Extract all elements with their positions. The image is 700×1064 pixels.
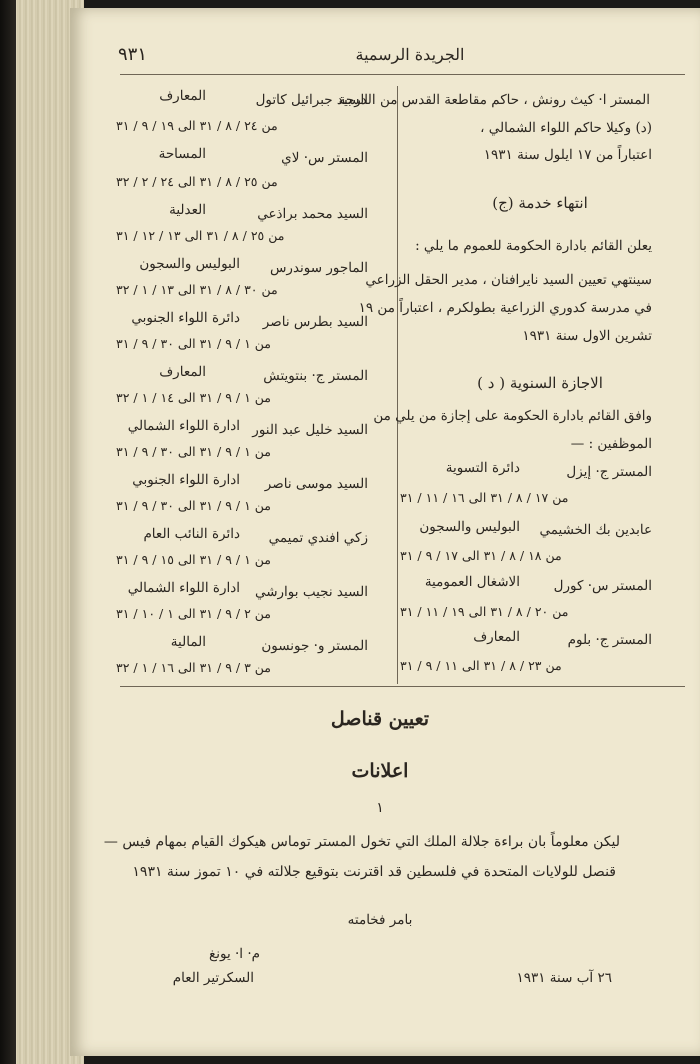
announcement-line: يعلن القائم بادارة الحكومة للعموم ما يلي : (415, 238, 652, 254)
notice-body-line-1: ليكن معلوماً بان براءة جلالة الملك التي تخول المستر توماس هيكوك القيام بمهام فيس — (103, 834, 620, 850)
leave-entry-dept: ادارة اللواء الجنوبي (132, 472, 240, 488)
section-d-title: ( د ) الاجازة السنوية (477, 374, 603, 392)
leave-entry-name: السيد جبرائيل كاتول (255, 92, 368, 108)
item-number: ١ (376, 800, 384, 816)
leave-entry-dates: من ٢٥ / ٨ / ٣١ الى ٢٤ / ٢ / ٣٢ (116, 174, 278, 189)
leave-entry-dates: من ١ / ٩ / ٣١ الى ٣٠ / ٩ / ٣١ (116, 444, 271, 459)
columns-bottom-rule (120, 686, 685, 687)
leave-intro-line-1: وافق القائم بادارة الحكومة على إجازة من يلي من (373, 408, 652, 424)
leave-entry-name: المستر ج· إيزل (566, 464, 652, 480)
leave-entry-dates: من ١٧ / ٨ / ٣١ الى ١٦ / ١١ / ٣١ (400, 490, 569, 505)
leave-entry-dept: دائرة اللواء الجنوبي (131, 310, 240, 326)
header-rule (120, 74, 685, 75)
leave-entry-dept: دائرة النائب العام (143, 526, 240, 542)
leave-entry-name: المستر س· لاي (281, 150, 368, 166)
appointment-text-line-2: (د) وكيلا حاكم اللواء الشمالي ، (480, 120, 652, 136)
leave-entry-dates: من ٣٠ / ٨ / ٣١ الى ١٣ / ١ / ٣٢ (116, 282, 278, 297)
appointment-text-line-3: اعتباراً من ١٧ ايلول سنة ١٩٣١ (483, 147, 652, 163)
notice-date: ٢٦ آب سنة ١٩٣١ (516, 970, 612, 986)
book-spine-shadow (0, 0, 16, 1064)
leave-intro-line-2: الموظفين : — (570, 436, 652, 452)
leave-entry-dates: من ٢٣ / ٨ / ٣١ الى ١١ / ٩ / ٣١ (400, 658, 562, 673)
leave-entry-dates: من ١ / ٩ / ٣١ الى ٣٠ / ٩ / ٣١ (116, 498, 271, 513)
leave-entry-dates: من ١ / ٩ / ٣١ الى ١٥ / ٩ / ٣١ (116, 552, 271, 567)
leave-entry-dept: المساحة (158, 146, 206, 162)
termination-text-line-3: تشرين الاول سنة ١٩٣١ (522, 328, 652, 344)
leave-entry-dates: من ١٨ / ٨ / ٣١ الى ١٧ / ٩ / ٣١ (400, 548, 562, 563)
leave-entry-name: السيد بطرس ناصر (262, 314, 368, 330)
column-divider (397, 86, 398, 684)
gazette-page (70, 8, 700, 1056)
leave-entry-name: السيد موسى ناصر (264, 476, 368, 492)
by-order-line: بامر فخامته (347, 912, 413, 928)
leave-entry-dept: ادارة اللواء الشمالي (127, 580, 240, 596)
leave-entry-dept: ادارة اللواء الشمالي (127, 418, 240, 434)
leave-entry-dept: المعارف (473, 629, 520, 645)
leave-entry-name: المستر ج· بلوم (567, 632, 652, 648)
leave-entry-name: السيد نجيب بوارشي (254, 584, 368, 600)
leave-entry-name: زكي افندي تميمي (268, 530, 368, 546)
leave-entry-name: المستر س· كورل (553, 578, 652, 594)
leave-entry-name: السيد خليل عبد النور (252, 422, 368, 438)
leave-entry-name: الماجور سوندرس (269, 260, 368, 276)
signature-title: السكرتير العام (172, 970, 254, 986)
termination-text-line-1: سينتهي تعيين السيد نايرافنان ، مدير الحقل الزراعي (365, 272, 652, 288)
leave-entry-dates: من ٢٤ / ٨ / ٣١ الى ١٩ / ٩ / ٣١ (116, 118, 278, 133)
leave-entry-dept: دائرة التسوية (445, 460, 520, 476)
leave-entry-dept: المعارف (159, 88, 206, 104)
leave-entry-dates: من ١ / ٩ / ٣١ الى ٣٠ / ٩ / ٣١ (116, 336, 271, 351)
leave-entry-dept: المعارف (159, 364, 206, 380)
announcements-heading: اعلانات (351, 760, 409, 782)
journal-title: الجريدة الرسمية (355, 45, 465, 64)
termination-text-line-2: في مدرسة كدوري الزراعية بطولكرم ، اعتباراً من ١٩ (358, 300, 652, 316)
section-c-title: (ج) انتهاء خدمة (492, 194, 588, 212)
page-number: ٩٣١ (118, 44, 148, 65)
leave-entry-dates: من ٢ / ٩ / ٣١ الى ١ / ١٠ / ٣١ (116, 606, 271, 621)
leave-entry-name: عابدين بك الخشيمي (539, 522, 652, 538)
leave-entry-dept: البوليس والسجون (139, 256, 240, 272)
leave-entry-dept: العدلية (169, 202, 206, 218)
leave-entry-dept: المالية (170, 634, 206, 650)
leave-entry-dates: من ٣ / ٩ / ٣١ الى ١٦ / ١ / ٣٢ (116, 660, 271, 675)
leave-entry-name: المستر و· جونسون (261, 638, 368, 654)
leave-entry-dept: البوليس والسجون (419, 519, 520, 535)
leave-entry-name: السيد محمد براذعي (257, 206, 368, 222)
signature-name: م· ا· يونغ (209, 946, 260, 962)
leave-entry-dates: من ٢٠ / ٨ / ٣١ الى ١٩ / ١١ / ٣١ (400, 604, 569, 619)
leave-entry-dept: الاشغال العمومية (424, 574, 520, 590)
leave-entry-dates: من ٢٥ / ٨ / ٣١ الى ١٣ / ١٢ / ٣١ (116, 228, 285, 243)
leave-entry-name: المستر ج· بنتويتش (263, 368, 368, 384)
notice-body-line-2: قنصل للولايات المتحدة في فلسطين قد اقترنت بتوقيع جلالته في ١٠ تموز سنة ١٩٣١ (132, 864, 616, 880)
appointment-text-line-1: المستر ا· كيث رونش ، حاكم مقاطعة القدس من الدرجة (338, 92, 650, 108)
leave-entry-dates: من ١ / ٩ / ٣١ الى ١٤ / ١ / ٣٢ (116, 390, 271, 405)
consuls-heading: تعيين قناصل (330, 708, 430, 730)
